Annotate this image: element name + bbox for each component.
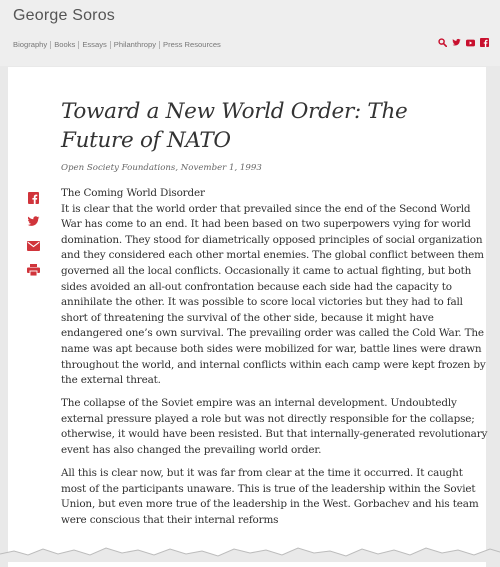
twitter-icon[interactable]: [27, 215, 40, 228]
nav-item-books[interactable]: Books: [54, 40, 76, 49]
twitter-icon[interactable]: [452, 38, 461, 47]
email-icon[interactable]: [27, 239, 40, 252]
share-bar: [27, 191, 40, 276]
facebook-icon[interactable]: [480, 38, 489, 47]
facebook-icon[interactable]: [27, 191, 40, 204]
article-dateline: Open Society Foundations, November 1, 1993: [61, 163, 262, 173]
search-icon[interactable]: [438, 38, 447, 47]
article-title: Toward a New World Order: The Future of NATO: [61, 99, 408, 153]
header-social-links: [438, 38, 489, 47]
nav-divider: [50, 41, 51, 49]
article-paragraph: It is clear that the world order that prevailed since the end of the Second World War has come to an end. It had been based on two superpowers vying for world domination. They stood for diametrically opposed principles of social organization and they considered each other mortal enemies. The global conflict between them governed all the local conflicts. Occasionally it came to actual fighting, but both sides avoided an all-out confrontation because each side had the capacity to annihilate the other. It was possible to score local victories but they had to fall short of threatening the survival of the other side, because it might have endangered one’s own survival. The prevailing order was called the Cold War. The name was apt because both sides were mobilized for war, battle lines were drawn throughout the world, and internal conflicts within each camp were kept frozen by the external threat.: [61, 202, 486, 387]
nav-divider: [110, 41, 111, 49]
site-title[interactable]: George Soros: [13, 7, 116, 24]
print-icon[interactable]: [27, 263, 40, 276]
nav-item-philanthropy[interactable]: Philanthropy: [113, 40, 157, 49]
torn-page-edge: [0, 540, 500, 562]
site-header: [0, 0, 500, 66]
nav-item-essays[interactable]: Essays: [82, 40, 107, 49]
article-paragraph: The collapse of the Soviet empire was an internal development. Undoubtedly external pressure played a role but was not directly responsible for the collapse; otherwise, it would have been resisted. But that internally-generated revolutionary event has also changed the prevailing world order.: [61, 397, 488, 456]
youtube-icon[interactable]: [466, 38, 475, 47]
main-nav: [13, 40, 221, 49]
article-body: [61, 186, 488, 536]
section-heading: The Coming World Disorder: [61, 187, 205, 199]
nav-item-press-resources[interactable]: Press Resources: [163, 40, 221, 49]
nav-divider: [159, 41, 160, 49]
article-paragraph: All this is clear now, but it was far from clear at the time it occurred. It caught most of the participants unaware. This is true of the leadership within the Soviet Union, but even more true of the leadership in the West. Gorbachev and his team were conscious that their internal reforms: [61, 467, 479, 526]
nav-divider: [78, 41, 79, 49]
nav-item-biography[interactable]: Biography: [13, 40, 48, 49]
